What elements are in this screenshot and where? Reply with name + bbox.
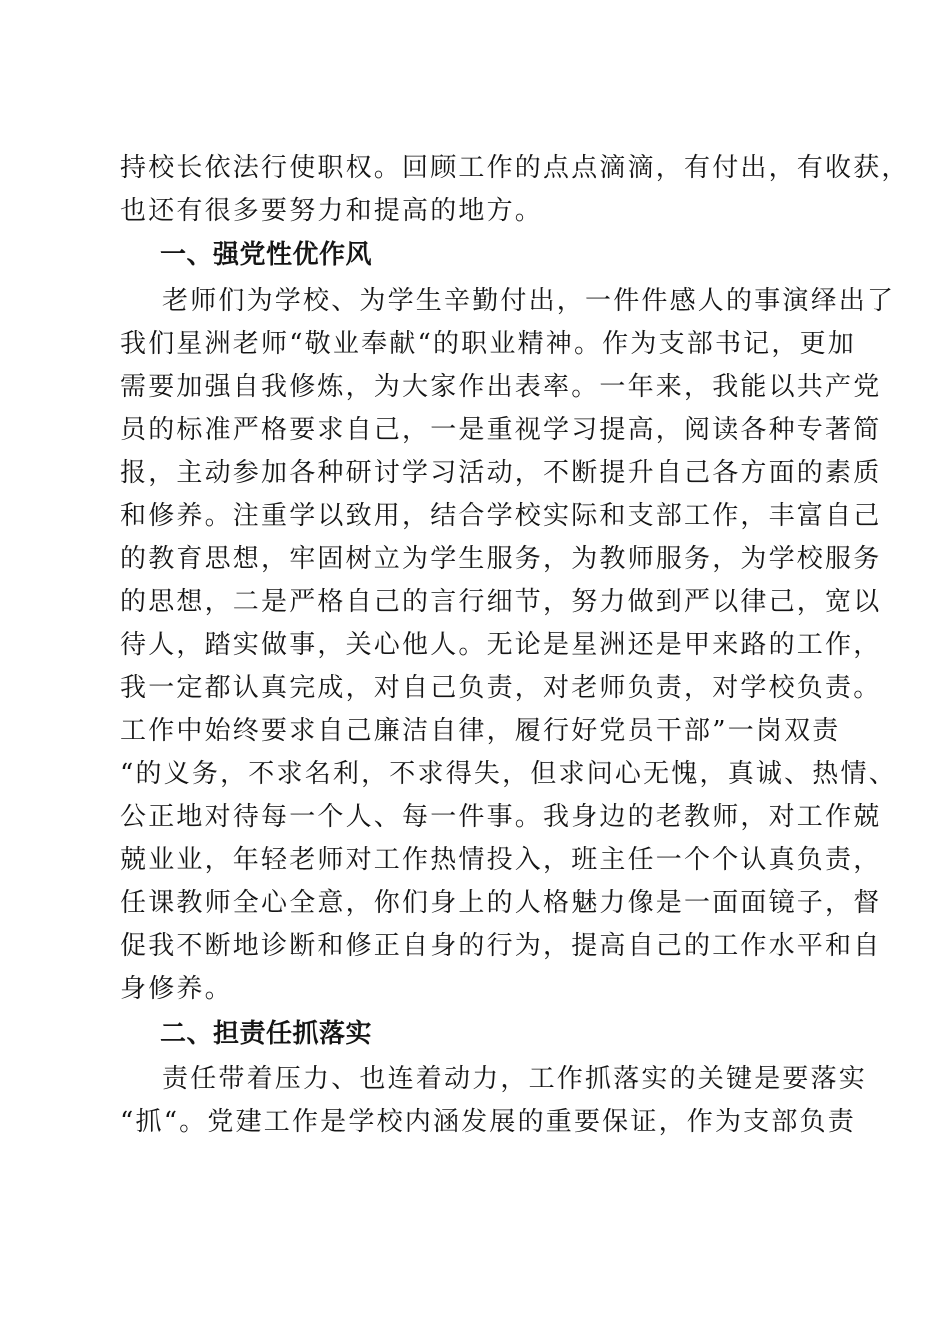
section1-line-8: 的思想，二是严格自己的言行细节，努力做到严以律己，宽以 — [120, 587, 882, 617]
section1-heading: 一、强党性优作风 — [160, 240, 373, 270]
section1-line-9: 待人，踏实做事，关心他人。无论是星洲还是甲来路的工作， — [120, 630, 882, 660]
section1-line-13: 公正地对待每一个人、每一件事。我身边的老教师，对工作兢 — [120, 802, 882, 832]
section1-line-5: 报，主动参加各种研讨学习活动，不断提升自己各方面的素质 — [120, 458, 882, 488]
intro-line-1: 持校长依法行使职权。回顾工作的点点滴滴，有付出，有收获， — [120, 153, 910, 183]
section2-line-2: “抓“。党建工作是学校内涵发展的重要保证，作为支部负责 — [120, 1107, 856, 1137]
section1-line-17: 身修养。 — [120, 974, 233, 1004]
section2-line-1: 责任带着压力、也连着动力，工作抓落实的关键是要落实 — [162, 1064, 868, 1094]
section1-line-6: 和修养。注重学以致用，结合学校实际和支部工作，丰富自己 — [120, 501, 882, 531]
section2-heading: 二、担责任抓落实 — [160, 1019, 373, 1049]
section1-line-3: 需要加强自我修炼，为大家作出表率。一年来，我能以共产党 — [120, 372, 882, 402]
section1-line-2: 我们星洲老师“敬业奉献“的职业精神。作为支部书记，更加 — [120, 329, 856, 359]
section1-line-1: 老师们为学校、为学生辛勤付出，一件件感人的事演绎出了 — [162, 286, 896, 316]
intro-line-2: 也还有很多要努力和提高的地方。 — [120, 196, 544, 226]
section1-line-10: 我一定都认真完成，对自己负责，对老师负责，对学校负责。 — [120, 673, 882, 703]
section1-line-11: 工作中始终要求自己廉洁自律，履行好党员干部”一岗双责 — [120, 716, 841, 746]
section1-line-15: 任课教师全心全意，你们身上的人格魅力像是一面面镜子，督 — [120, 888, 882, 918]
section1-line-7: 的教育思想，牢固树立为学生服务，为教师服务，为学校服务 — [120, 544, 882, 574]
section1-line-4: 员的标准严格要求自己，一是重视学习提高，阅读各种专著简 — [120, 415, 882, 445]
section1-line-14: 兢业业，年轻老师对工作热情投入，班主任一个个认真负责， — [120, 845, 882, 875]
section1-line-16: 促我不断地诊断和修正自身的行为，提高自己的工作水平和自 — [120, 931, 882, 961]
section1-line-12: “的义务，不求名利，不求得失，但求问心无愧，真诚、热情、 — [120, 759, 897, 789]
